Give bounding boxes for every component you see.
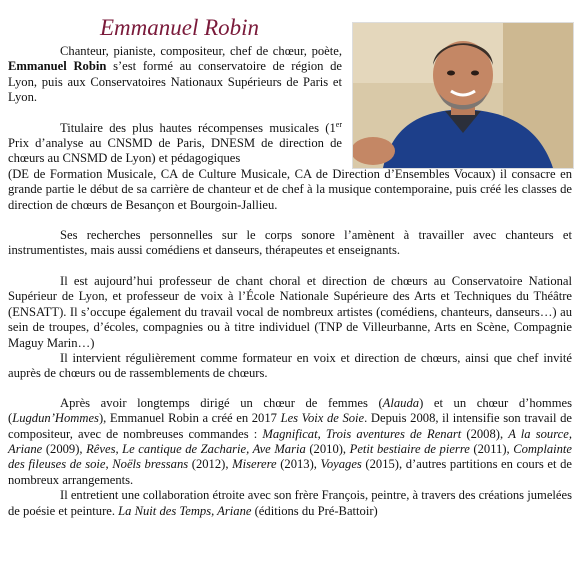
name-highlight: Emmanuel Robin (8, 59, 107, 74)
paragraph-collaboration: Il entretient une collaboration étroite avec son frère François, peintre, à travers des créations jumelées de poésie et peinture. La Nuit des Temps, Ariane (éditions du Pré-Battoir) (8, 488, 572, 518)
page-title: Emmanuel Robin (100, 15, 260, 40)
paragraph-training: Chanteur, pianiste, compositeur, chef de chœur, poète, Emmanuel Robin s’est formé au conservatoire de région de Lyon, puis aux Conservatoires Nationaux Supérieurs de Paris et Lyon. (8, 44, 343, 105)
biography-text (8, 44, 572, 519)
paragraph-research: Ses recherches personnelles sur le corps sonore l’amènent à travailler avec chanteurs et instrumentistes, mais aussi comédiens et danseurs, thérapeutes et enseignants. (8, 228, 572, 258)
paragraph-awards-continued: (DE de Formation Musicale, CA de Culture Musicale, CA de Direction d’Ensembles Vocaux) il consacre en grande partie le début de sa carrière de chanteur et de chef à la musique contemporaine, puis créé les classes de direction de chœurs de Besançon et Bourgoin-Jallieu. (8, 166, 572, 212)
paragraph-coaching: Il intervient régulièrement comme formateur en voix et direction de chœurs, ainsi que chef invité auprès de chœurs ou de rassemblements de chœurs. (8, 350, 572, 381)
paragraph-teaching: Il est aujourd’hui professeur de chant choral et direction de chœurs au Conservatoire National Supérieur de Lyon, et professeur de voix à l’École Nationale Supérieure des Arts et Techniques du Théâtre (ENSATT). Il s’occupe également du travail vocal de nombreux artistes (comédiens, chanteurs, danseurs…) au sein de troupes, d’écoles, compagnies ou à titre individuel (TNP de Villeurbanne, Arts en Scène, Compagnie Maguy Marin…) (8, 273, 572, 350)
paragraph-compositions: Après avoir longtemps dirigé un chœur de femmes (Alauda) et un chœur d’hommes (Lugdun’Hommes), Emmanuel Robin a créé en 2017 Les Voix de Soie. Depuis 2008, il intensifie son travail de compositeur, avec de nombreuses commandes : Magnificat, Trois aventures de Renart (2008), A la source, Ariane (2009), Rêves, Le cantique de Zacharie, Ave Maria (2010), Petit bestiaire de pierre (2011), Complainte des fileuses de soie, Noëls bressans (2012), Miserere (2013), Voyages (2015), d’autres partitions en cours et de nombreux arrangements. (8, 395, 573, 487)
paragraph-awards: Titulaire des plus hautes récompenses musicales (1er Prix d’analyse au CNSMD de Paris, DNESM de direction de chœurs au CNSMD de Lyon) et pédagogiques (8, 119, 342, 166)
